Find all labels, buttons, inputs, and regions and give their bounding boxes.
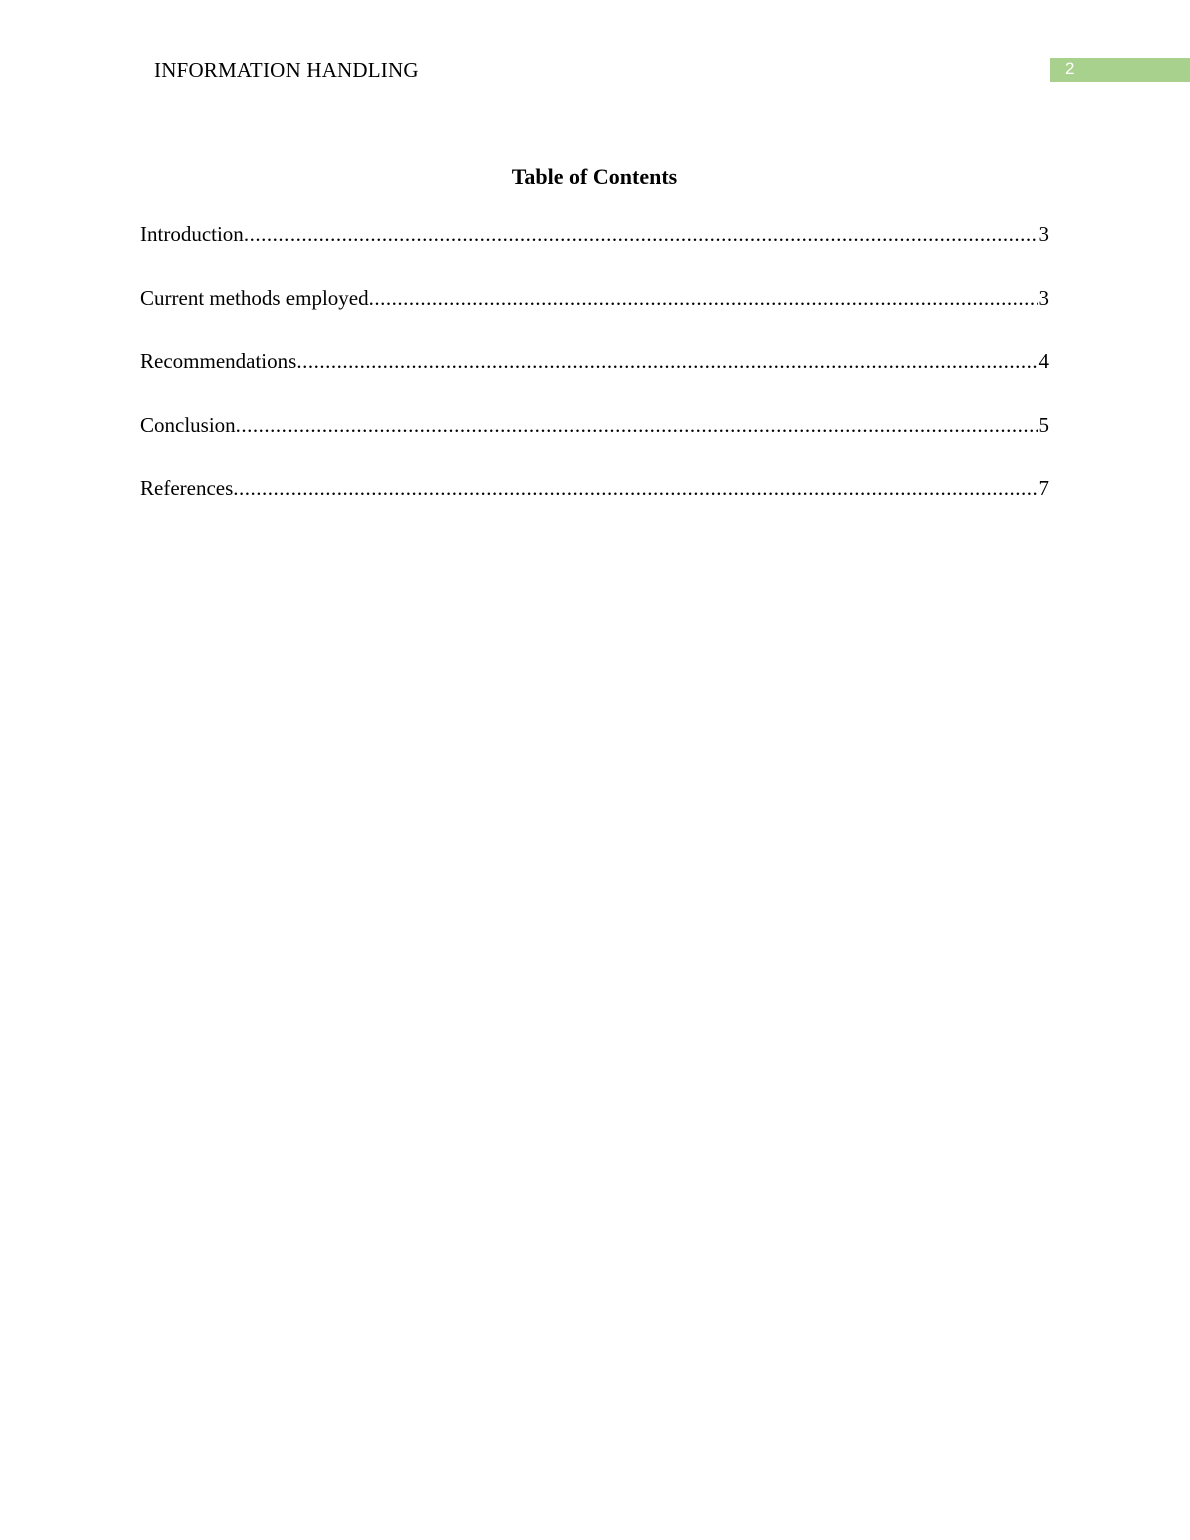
toc-title: Table of Contents [511, 164, 678, 189]
toc-entry-conclusion[interactable] [140, 413, 1049, 477]
toc-entry-label: Current methods employed [140, 285, 369, 310]
toc-entry-page: 3 [1038, 285, 1049, 310]
running-head: INFORMATION HANDLING [154, 58, 419, 82]
page-header [0, 0, 1190, 100]
page-number-badge [1050, 58, 1190, 82]
toc-dot-leader [244, 222, 1038, 246]
toc-entry-recommendations[interactable] [140, 349, 1049, 413]
toc-entry-label: References [140, 476, 234, 500]
toc-entry-page: 3 [1038, 222, 1049, 246]
toc-dot-leader [369, 286, 1038, 310]
toc-list [140, 222, 1049, 540]
toc-entry-page: 7 [1038, 476, 1049, 500]
toc-entry-label: Recommendations [140, 349, 297, 373]
toc-entry-references[interactable] [140, 476, 1049, 540]
toc-dot-leader [236, 413, 1038, 437]
toc-dot-leader [233, 476, 1037, 500]
page-number: 2 [1065, 59, 1075, 78]
toc-entry-label: Introduction [140, 222, 244, 246]
toc-entry-introduction[interactable] [140, 222, 1049, 286]
toc-entry-page: 4 [1038, 349, 1049, 373]
toc-entry-label: Conclusion [140, 412, 236, 437]
toc-dot-leader [296, 349, 1037, 373]
toc-entry-current-methods-employed[interactable] [140, 286, 1049, 350]
table-of-contents [140, 160, 1049, 540]
toc-entry-page: 5 [1038, 412, 1049, 437]
